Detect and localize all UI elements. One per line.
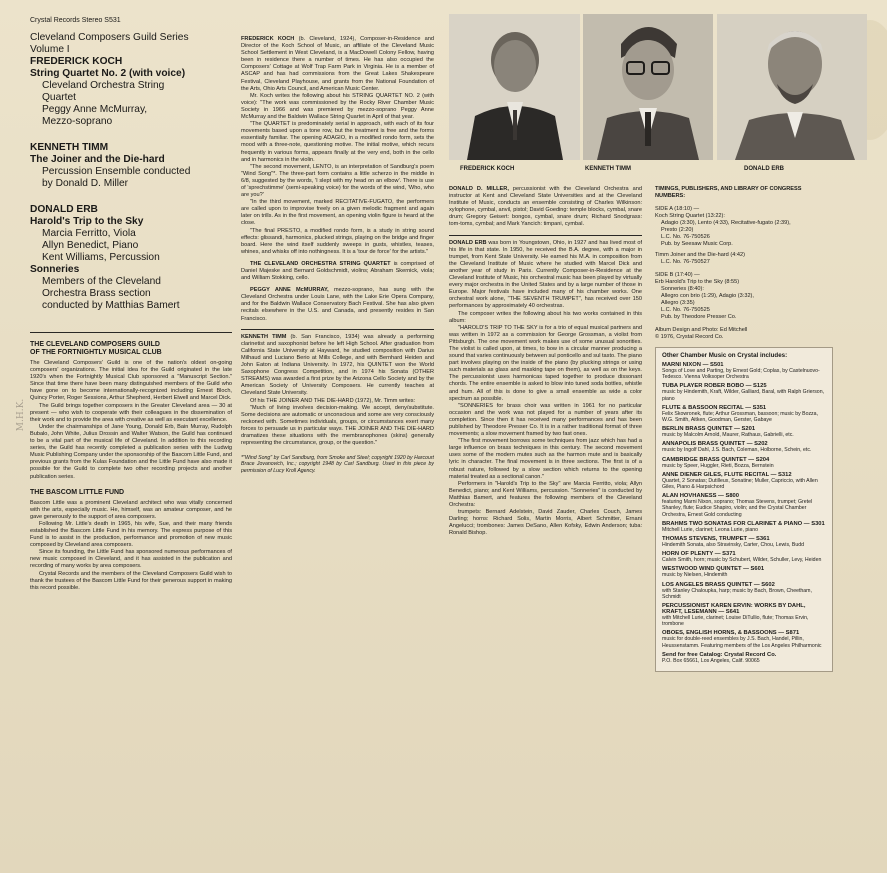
performer-line: by Donald D. Miller: [42, 178, 129, 189]
erb-bio-text: was born in Youngstown, Ohio, in 1927 and has lived most of his life in that state. In 1950, he received the B.A. degree, with a major in trumpet, from Kent State University. He earned his M.A. in composition from the Cleveland Institute of Music where he studied with Marcel Dick and another year of study in Paris. Currently Composer-in-Residence at the Cleveland Institute of Music, his orchestral music has been played by virtually every major orchestra in the United States and by a large number of those in Europe. Major festivals have included many of his chamber works. One orchestral work alone, "THE SEVENTH TRUMPET", has received over 150 performances by approximately 40 orchestras.: [449, 239, 642, 310]
work-koch: String Quartet No. 2 (with voice): [30, 68, 186, 79]
catalog-entry: [662, 603, 826, 627]
timings-heading: TIMINGS, PUBLISHERS, AND LIBRARY OF CONGRESS NUMBERS:: [655, 186, 802, 199]
mcmurray-name: PEGGY ANNE McMURRAY,: [250, 287, 329, 294]
catalog-entry-title: MARNI NIXON — S501: [662, 362, 724, 368]
catalog-entry-description: with Stanley Chaloupka, harp; music by Bach, Brown, Cheetham, Schmidt: [662, 587, 812, 600]
catalog-entry-title: ALAN HOVHANESS — S800: [662, 493, 739, 500]
miller-text: percussionist with the Cleveland Orchestra and instructor at Kent and Cleveland State Universities and at the Cleveland Institute of Music, conducts an ensemble consisting of Charles Wilkinson: xylophone, cymbal, anvil, pistol; David Goeding: temple blocks, cymbal, snare drum; Gregory Geisert: bongos, cymbal, snare drum; Richard Snodgrass: tom-toms, cymbal; and Mark Yancich: timpani, cymbal.: [449, 186, 642, 228]
fund-title: THE BASCOM LITTLE FUND: [30, 488, 125, 496]
portrait-timm-image: [583, 14, 713, 160]
timm-bio-text: (b. San Francisco, 1934) was already a performing clarinetist and saxophonist before he left High School. After graduation from California State University at Hayward, he studied composition with Darius Milhaud and Luciano Berio at Mills College, and with Bernhard Heiden and John Eaton at Indiana University. In 1972, his QUINTET won the World Saxophone Congress Competition, and in 1974 his Sonata (OTHER STREAMS) was awarded a first prize by the Arizona Cello Society and by the American Society of University Composers. He currently teaches at Cleveland State University.: [241, 333, 434, 397]
other-releases-title: Other Chamber Music on Crystal includes:: [662, 352, 788, 359]
quartet-name: THE CLEVELAND ORCHESTRA STRING QUARTET: [250, 260, 391, 267]
catalog-entry: [662, 441, 826, 453]
fund-paragraph: Since its founding, the Little Fund has sponsored numerous performances of new music composed in Cleveland, and it has assisted in the publication and recording of many works by area composers.: [30, 549, 232, 570]
timm-name: KENNETH TIMM: [241, 333, 287, 340]
catalog-entry: [662, 566, 826, 578]
erb-paragraph: The composer writes the following about his two works contained in this album:: [449, 310, 642, 324]
catalog-entry-title: LOS ANGELES BRASS QUINTET — S602: [662, 581, 775, 588]
catalog-entry: [662, 457, 826, 469]
catalog-entry-title: THOMAS STEVENS, TRUMPET — S361: [662, 536, 770, 543]
composer-koch: FREDERICK KOCH: [30, 56, 123, 67]
other-releases-box: [655, 347, 833, 672]
series-title: Cleveland Composers Guild Series: [30, 32, 189, 43]
catalog-entry-description: featuring Marni Nixon, soprano; Thomas Stevens, trumpet; Gretel Shanley, flute; Eudice Shapiro, violin; and the Crystal Chamber Orchestra, Ernest Gold conducting: [662, 499, 813, 518]
catalog-entry: [662, 551, 826, 563]
side-b-line: Erb Harold's Trip to the Sky (8:55): [655, 279, 740, 285]
performer-line: conducted by Matthias Bamert: [42, 300, 180, 311]
side-b-line: Allegro (3:35): [661, 300, 695, 306]
catalog-entry: [662, 362, 826, 380]
catalog-entry-description: Quartet, 2 Sonatas; Dutilleux, Sonatine; Muller, Capriccio, with Allen Giles, Piano & Harpsichord: [662, 477, 818, 491]
record-label-number: Crystal Records Stereo S531: [30, 17, 121, 24]
photo-kenneth-timm: [583, 14, 713, 160]
mcmurray-bio: [241, 287, 434, 322]
column-1: [30, 0, 232, 592]
catalog-entry-title: Send for free Catalog: Crystal Record Co.: [662, 651, 777, 658]
portrait-koch-image: [449, 14, 580, 160]
catalog-entry-description: Mitchell Lurie, clarinet; Leona Lurie, piano: [662, 526, 759, 533]
performer-line: Percussion Ensemble conducted: [42, 166, 191, 177]
wind-song-footnote: *"Wind Song" by Carl Sandburg, from Smoke and Steel; copyright 1920 by Harcourt Brace Jovanovich, Inc.; copyright 1948 by Carl Sandburg. Used in this piece by permission of Lucy Kroll Agency.: [241, 455, 434, 474]
catalog-entry: [662, 493, 826, 518]
catalog-entry-title: OBOES, ENGLISH HORNS, & BASSOONS — S871: [662, 630, 800, 637]
erb-name: DONALD ERB: [449, 239, 487, 246]
fund-paragraph: Crystal Records and the members of the Cleveland Composers Guild wish to thank the trustees of the Bascom Little Fund for their generous support in making this record possible.: [30, 570, 232, 591]
fund-paragraph: Bascom Little was a prominent Cleveland architect who was vitally concerned with the arts, especially music. He, himself, was an amateur composer, and he gave generously to the support of area composers.: [30, 499, 232, 520]
composer-photos: [449, 14, 867, 164]
performer-line: Orchestra Brass section: [42, 288, 151, 299]
column-4: [655, 186, 833, 672]
caption-koch: FREDERICK KOCH: [460, 166, 515, 172]
divider: [241, 329, 434, 330]
side-b-line: SIDE B (17:40) —: [655, 272, 700, 278]
guild-paragraph: Under the chairmanships of Jane Young, Donald Erb, Bain Murray, Rudolph Bubalo, John White, Julius Drossin and Walter Watson, the Guild has continued to be a vital part of the musical life of Cleveland. In addition to this recording series, the Guild has recently completed a publication series with the Ludwig Music Publishing Company under the sponsorship of the Bascom Little Fund, and previous grants from the Kulas Foundation and the Little Fund have also made it possible for the Guild to complete two other recording projects and another publication series.: [30, 423, 232, 480]
catalog-entry: [662, 472, 826, 490]
erb-bio: [449, 240, 642, 311]
catalog-entry-title: FLUTE & BASSOON RECITAL — S351: [662, 404, 767, 411]
composer-erb: DONALD ERB: [30, 204, 98, 215]
caption-timm: KENNETH TIMM: [585, 166, 631, 172]
quartet-text: is comprised of Daniel Majeske and Bernard Goldschmidt, violins; Abraham Skernick, viola; and William Stokking, cello.: [241, 260, 434, 282]
work-timm: The Joiner and the Die-hard: [30, 154, 165, 165]
miller-bio: [449, 186, 642, 229]
catalog-entry: [662, 405, 826, 423]
performer-line: Members of the Cleveland: [42, 276, 161, 287]
album-design-credit: Album Design and Photo: Ed Mitchell: [655, 327, 748, 333]
koch-bio-text: (b. Cleveland, 1924), Composer-in-Residence and Director of the Koch School of Music, an affiliate of the Cleveland Music School Settlement in West Cleveland, is a MacDowell Colony Fellow, having been in residence there a number of times. He has also occupied the Composers' Cottage at Wolf Trap Farm Park in Virginia. He is a member of ASCAP and has had commissions from the Great Lakes Shakespeare Festival, Cleveland Playhouse, and grants from the National Foundation of the Arts, Ohio Arts Council, and American Music Center.: [241, 36, 434, 92]
divider: [30, 332, 232, 333]
photo-frederick-koch: [449, 14, 580, 160]
performer-line: Cleveland Orchestra String: [42, 80, 165, 91]
catalog-entry-description: Felix Skowronek, flute; Arthur Grossman, bassoon; music by Bozza, W.G. Smith, Aitken, Goodman, Gerster, Gabaye: [662, 410, 818, 424]
catalog-entry-description: Calvin Smith, horn; music by Schubert, Wilder, Schuller, Levy, Heiden: [662, 557, 822, 564]
koch-name: FREDERICK KOCH: [241, 36, 295, 42]
catalog-entry-description: music by Ingolf Dahl, J.S. Bach, Coleman, Holborne, Schein, etc.: [662, 447, 812, 454]
miller-name: DONALD D. MILLER,: [449, 186, 509, 192]
catalog-entry-description: Songs of Love and Parting, by Ernest Gold; Coplas, by Castelnuovo-Tedesco. Vienna Volksoper Orchestra: [662, 368, 820, 381]
catalog-entry-title: TUBA PLAYER ROBER BOBO — S125: [662, 383, 767, 390]
performer-line: Peggy Anne McMurray,: [42, 104, 148, 115]
program-heading: [30, 32, 232, 312]
catalog-entry-title: PERCUSSIONIST KAREN ERVIN: WORKS BY DAHL, KRAFT, LESEMANN — S641: [662, 603, 806, 616]
side-a-line: Koch String Quartet (13:22):: [655, 213, 725, 219]
side-b-line: Allegro con brio (1:29), Adagio (3:32),: [661, 293, 754, 299]
catalog-entry-description: music by Speer, Huggler, Rieti, Bozza, Bernstein: [662, 462, 774, 469]
performer-line: Quartet: [42, 92, 76, 103]
catalog-entry-title: CAMBRIDGE BRASS QUINTET — S204: [662, 456, 770, 463]
koch-paragraph: "In the third movement, marked RECITATIVE-FUGATO, the performers are called upon to improvise freely on a given melodic fragment and again later on trills. As in the first movement, an opening violin figure is heard at the close.: [241, 199, 434, 227]
koch-paragraph: "The final PRESTO, a modified rondo form, is a study in string sound effects: glissandi, harmonics, plucked strings, playing on the bridge and finger board. Here the wind itself suddenly sweeps in gusts, whistles, teases, whines, and whisks off into nothingness. It is a 'tour de force' for the artists.": [241, 227, 434, 255]
performer-line: Marcia Ferritto, Viola: [42, 228, 136, 239]
guild-title-2: OF THE FORTNIGHTLY MUSICAL CLUB: [30, 349, 162, 356]
side-a-line: L.C. No. 76-750527: [661, 259, 710, 265]
catalog-entry: [662, 426, 826, 438]
side-a-line: SIDE A (18:10) —: [655, 206, 700, 212]
catalog-entry-description: with Mitchell Lurie, clarinet; Louise DiTullio, flute; Thomas Ervin, trombone: [662, 615, 809, 628]
caption-erb: DONALD ERB: [744, 166, 784, 172]
catalog-entry: [662, 521, 826, 533]
performer-line: Allyn Benedict, Piano: [42, 240, 139, 251]
guild-paragraph: The Guild brings together composers in the Greater Cleveland area — 30 at present — who wish to cooperate with their colleagues in the dissemination of their work and to provide the area with creative as well as executant excellence.: [30, 402, 232, 423]
guild-paragraph: The Cleveland Composers' Guild is one of the nation's oldest on-going composers' organizations. The initial idea for the Guild originated in the late 1920's when the Fortnightly Musical Club sponsored a "Manuscript Section." Since that time there have been many distinguished members of the Guild who have gone on to become internationally-recognized including Ernest Bloch, Quincy Porter, Roger Sessions, Arthur Shepherd, Herbert Elwell and Marcel Dick.: [30, 360, 232, 402]
catalog-entry: [662, 582, 826, 600]
koch-paragraph: "The QUARTET is predominately serial in approach, with each of its four movements based upon a tone row, but the treatment is free and the forms essentially familiar. The opening ADAGIO, in a modified rondo form, sets the mood with a three-note, questioning motive. The initial motive, which recurs frequently in various forms, appears finally at the very end, both in the cello and in harmonics in the violin.: [241, 121, 434, 163]
erb-paragraph: "The first movement borrows some techniques from jazz which has had a large influence on brass techniques in this century. The second movement uses some of the modern mutes such as the harmon mute and is basically lyric in character. The final movement is in three sections. The first is of a robust nature, followed by a slow section which returns to the opening material treated as a sectional canon.": [449, 438, 642, 480]
catalog-entry-title: ANNE DIENER GILES, FLUTE RECITAL — S312: [662, 471, 792, 478]
side-b-line: Sonneries (8:40):: [661, 286, 704, 292]
side-b-line: L.C. No. 76-750525: [661, 307, 710, 313]
erb-paragraph: "SONNERIES for brass choir was written in 1961 for no particular occasion and the work was not played for a number of years after its completion. Since then it has received many performances and has been published by Theodore Presser Co. It is in a rather traditional format of three movements; a slow movement framed by two fast ones.: [449, 402, 642, 438]
portrait-erb-image: [717, 14, 867, 160]
side-a-line: Timm Joiner and the Die-hard (4:42): [655, 252, 745, 258]
catalog-entry: [662, 630, 826, 648]
catalog-entry-title: ANNAPOLIS BRASS QUINTET — S202: [662, 441, 768, 448]
side-a-line: Pub. by Seesaw Music Corp.: [661, 241, 733, 247]
catalog-entry-description: music by Hindemith, Kraft, Wilder, Galliard, Baral, with Ralph Grierson, piano: [662, 389, 825, 402]
performer-line: Kent Williams, Percussion: [42, 252, 160, 263]
mcmurray-text: mezzo-soprano, has sung with the Cleveland Orchestra under Louis Lane, with the Lake Erie Opera Company, and for the Baldwin Wallace Conservatory Bach Festival. She has also given recitals elsewhere in the U.S. and Canada, and presently resides in San Francisco.: [241, 287, 434, 322]
side-b: [655, 272, 833, 321]
divider: [449, 235, 642, 236]
timm-paragraph: Of his THE JOINER AND THE DIE-HARD (1972), Mr. Timm writes:: [250, 397, 416, 404]
work-erb-2: Sonneries: [30, 264, 80, 275]
catalog-entry-description: music for double-reed ensembles by J.S. Bach, Handel, Pillin, Heussenstamm. Featuring members of the Los Angeles Philharmonic: [662, 636, 822, 649]
volume-number: Volume I: [30, 44, 70, 55]
erb-paragraph: trumpets: Bernard Adelstein, David Zauder, Charles Couch, James Darling; horns: Richard Solis, Martin Morris, Albert Schmitter, Ernani Angelucci; trombones: James DeSano, Allen Kofsky, Edwin Anderson; tuba: Ronald Bishop.: [449, 509, 642, 537]
catalog-entry-title: BRAHMS TWO SONATAS FOR CLARINET & PIANO — S301: [662, 520, 825, 527]
quartet-bio: [241, 261, 434, 282]
catalog-entry-title: BERLIN BRASS QUINTET — S201: [662, 426, 756, 433]
side-b-line: Pub. by Theodore Presser Co.: [661, 314, 737, 320]
side-a-line: Presto (2:20): [661, 227, 694, 233]
timm-paragraph: "Much of living involves decision-making. We accept, deny/substitute. Some decisions are automatic or unconscious and some are very consciously reckoned with. Sometimes individuals, groups, or circumstances exert many forces to persuade us in particular ways. THE JOINER AND THE DIE-HARD dramatizes these situations with the membranophones (skins) generally representing the circumstance, group, or the question.": [241, 404, 434, 447]
work-erb-1: Harold's Trip to the Sky: [30, 216, 144, 227]
side-a-line: Adagio (3:30), Lento (4:33), Recitative-fugato (2:39),: [661, 220, 791, 226]
photo-donald-erb: [717, 14, 867, 160]
erb-paragraph: "HAROLD'S TRIP TO THE SKY is for a trio of equal musical partners and was written in 1972 as a commission for George Grossman, a violist from Pittsburgh. The one movement work makes use of some unusual sonorities. The violist is called upon, at times, to bow in a circular manner producing a sound that varies continuously between sul ponticello and sul tasto. The piano part involves playing on the inside of the piano (by plucking strings or using such materials as glass and masking tape on them), as well as on the keys. The percussionist uses harmonicas taped together to produce dissonant chords. The entire ensemble is asked to blow into tuned soda bottles, whistle and hum. All of this is done to give a small ensemble as wide a color spectrum as possible.: [449, 324, 642, 402]
timm-bio: [241, 334, 434, 398]
column-3: [449, 186, 642, 538]
guild-title-1: THE CLEVELAND COMPOSERS GUILD: [30, 341, 160, 348]
performer-line: Mezzo-soprano: [42, 116, 113, 127]
catalog-entry-description: music by Nielsen, Hindemith: [662, 572, 728, 579]
koch-paragraph: Mr. Koch writes the following about his STRING QUARTET NO. 2 (with voice): "The work was commissioned by the Rocky River Chamber Music Society in 1966 and was premiered by mezzo-soprano Peggy Anne McMurray and the Baldwin Wallace String Quartet in April of that year.: [241, 92, 434, 121]
composer-timm: KENNETH TIMM: [30, 142, 109, 153]
catalog-entry-title: HORN OF PLENTY — S371: [662, 551, 736, 558]
koch-bio: [241, 36, 434, 93]
column-2: [241, 36, 434, 474]
side-a-line: L.C. No. 76-750526: [661, 234, 710, 240]
copyright: © 1976, Crystal Record Co.: [655, 334, 724, 340]
koch-paragraph: "The second movement, LENTO, is an interpretation of Sandburg's poem "Wind Song"*. The three-part form contains a little scherzo in the middle in 6/8, suggested by the words, 'I slept with my head on an elbow'. There is use of 'sprechstimme' (semi-speaking voice) for the words of the wind, 'Who, who are you?': [241, 163, 434, 199]
catalog-entry: [662, 536, 826, 548]
catalog-entry-description: P.O. Box 65661, Los Angeles, Calif. 90065: [662, 657, 760, 664]
catalog-entry: [662, 652, 826, 664]
erb-paragraph: Performers in "Harold's Trip to the Sky" are Marcia Ferritto, viola; Allyn Benedict, piano; and Kent Williams, percussion. "Sonneries" is conducted by Matthias Bamert, and features the following members of the Cleveland Orchestra:: [449, 480, 642, 509]
catalog-entry-description: Hindemith Sonata, also Stravinsky, Carter, Chou, Lewis, Budd: [662, 542, 805, 549]
catalog-entry-description: music by Malcolm Arnold, Maurer, Rathaus, Gabrielli, etc.: [662, 432, 794, 439]
side-a: [655, 206, 833, 266]
catalog-entry-title: WESTWOOD WIND QUINTET — S601: [662, 566, 765, 573]
fund-paragraph: Following Mr. Little's death in 1965, his wife, Sue, and their many friends established the Bascom Little Fund in his memory. The express purpose of this Fund is to assist in the production, performance and promotion of new music composed by Cleveland area composers.: [30, 520, 232, 549]
other-releases-list: [662, 362, 826, 664]
catalog-entry: [662, 383, 826, 401]
handwritten-margin-note: M.H.K.: [16, 398, 27, 432]
